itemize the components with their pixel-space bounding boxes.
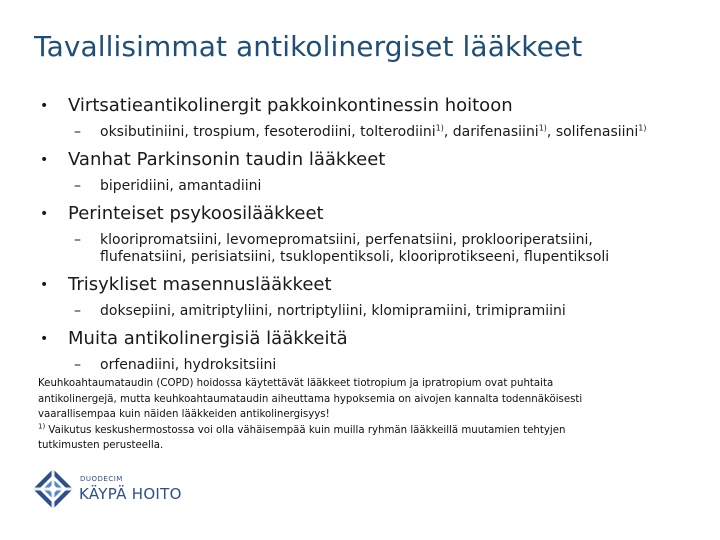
sub-text: , darifenasiini <box>443 124 539 140</box>
diamond-logo-icon <box>32 468 74 510</box>
bullet-item <box>40 95 700 117</box>
bullet-text: Vanhat Parkinsonin taudin lääkkeet <box>68 149 386 170</box>
sub-item <box>40 232 700 266</box>
sub-text: biperidiini, amantadiini <box>100 178 262 194</box>
slide-title: Tavallisimmat antikolinergiset lääkkeet <box>34 30 583 63</box>
footnote-ref: 1) <box>638 123 647 133</box>
sub-item <box>40 357 700 374</box>
sub-item <box>40 303 700 320</box>
sub-text-line1: klooripromatsiini, levomepromatsiini, perfenatsiini, proklooriperatsiini, <box>100 232 593 248</box>
bullet-text: Trisykliset masennuslääkkeet <box>68 274 332 295</box>
note-line: vaarallisempaa kuin näiden lääkkeiden antikolinergisyys! <box>38 409 330 420</box>
dash-marker: – <box>74 124 81 140</box>
bullet-dot: • <box>40 277 49 293</box>
logo-small-text: DUODECIM <box>80 475 123 483</box>
sub-text: , solifenasiini <box>546 124 639 140</box>
sub-item <box>40 178 700 195</box>
footnote-marker: 1) <box>38 422 46 431</box>
bullet-dot: • <box>40 98 49 114</box>
dash-marker: – <box>74 232 81 248</box>
bullet-dot: • <box>40 331 49 347</box>
bullet-dot: • <box>40 152 49 168</box>
bullet-item <box>40 149 700 171</box>
sub-text: oksibutiniini, trospium, fesoterodiini, tolterodiini <box>100 124 436 140</box>
kaypa-hoito-logo <box>32 468 182 514</box>
footnotes <box>38 376 688 454</box>
logo-big-text: KÄYPÄ HOITO <box>79 485 182 503</box>
dash-marker: – <box>74 357 81 373</box>
note-line: antikolinergejä, mutta keuhkoahtaumataudin aiheuttama hypoksemia on aivojen kannalta todennäköisesti <box>38 393 583 405</box>
bullet-item <box>40 328 700 350</box>
bullet-text: Muita antikolinergisiä lääkkeitä <box>68 328 348 349</box>
note-line: Vaikutus keskushermostossa voi olla vähäisempää kuin muilla ryhmän lääkkeillä muutamien tehtyjen <box>45 424 566 436</box>
note-line: tutkimusten perusteella. <box>38 440 164 451</box>
bullet-item <box>40 274 700 296</box>
bullet-list <box>40 95 700 374</box>
sub-text: orfenadiini, hydroksitsiini <box>100 357 277 373</box>
bullet-dot: • <box>40 206 49 222</box>
note-line: Keuhkoahtaumataudin (COPD) hoidossa käytettävät lääkkeet tiotropium ja ipratropium ovat puhtaita <box>38 378 554 389</box>
bullet-text: Perinteiset psykoosilääkkeet <box>68 203 324 224</box>
bullet-text: Virtsatieantikolinergit pakkoinkontinessin hoitoon <box>68 95 513 116</box>
bullet-item <box>40 203 700 225</box>
sub-item <box>40 124 700 141</box>
dash-marker: – <box>74 303 81 319</box>
footnote-ref: 1) <box>435 123 444 133</box>
dash-marker: – <box>74 178 81 194</box>
footnote-ref: 1) <box>538 123 547 133</box>
sub-text: doksepiini, amitriptyliini, nortriptyliini, klomipramiini, trimipramiini <box>100 303 566 319</box>
sub-text-line2: flufenatsiini, perisiatsiini, tsuklopentiksoli, klooriprotikseeni, flupentiksoli <box>100 249 610 265</box>
